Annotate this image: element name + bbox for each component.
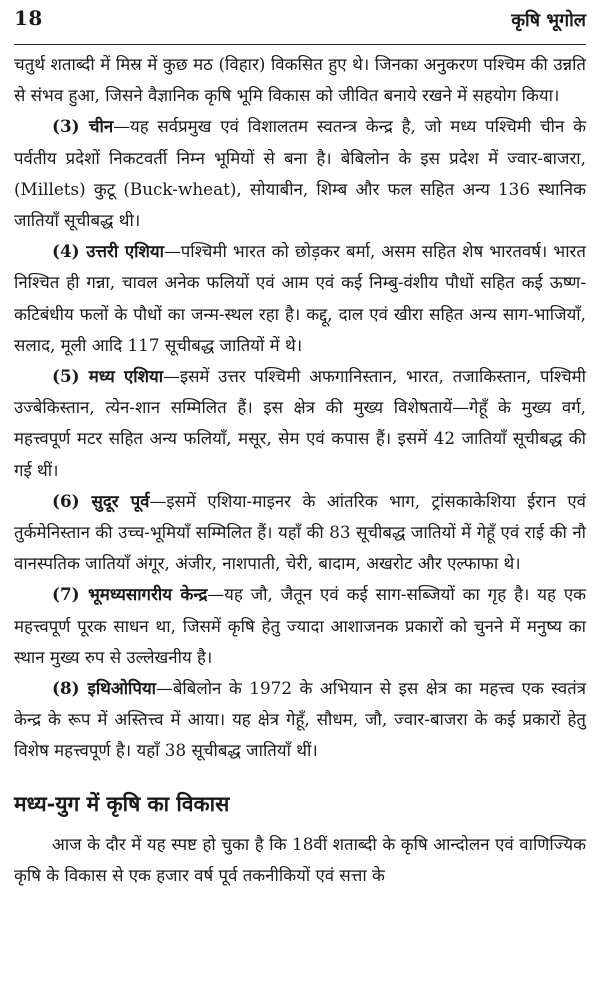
paragraph-term: (5) मध्य एशिया xyxy=(52,366,164,387)
paragraph-ethiopia xyxy=(14,673,586,767)
paragraph-text: —इसमें उत्तर पश्चिमी अफगानिस्तान, भारत, तजाकिस्तान, पश्चिमी उज्बेकिस्तान, त्येन-शान सम्मिलित हैं। इस क्षेत्र की मुख्य विशेषतायें—गेहूँ के मुख्य वर्ग, महत्त्वपूर्ण मटर सहित अन्य फलियाँ, मसूर, सेम एवं कपास हैं। इसमें 42 जातियाँ सूचीबद्ध की गई थीं। xyxy=(14,366,586,480)
paragraph-mediterranean xyxy=(14,579,586,673)
paragraph-north-asia xyxy=(14,236,586,361)
paragraph-section-start xyxy=(14,829,586,891)
paragraph-text: —यह जौ, जैतून एवं कई साग-सब्जियों का गृह है। यह एक महत्त्वपूर्ण पूरक साधन था, जिसमें कृषि हेतु ज्यादा आशाजनक प्रकारों को चुनने में मनुष्य का स्थान मुख्य रुप से उल्लेखनीय है। xyxy=(14,584,586,667)
running-head: कृषि भूगोल xyxy=(511,10,586,31)
paragraph-central-asia xyxy=(14,361,586,486)
paragraph-intro xyxy=(14,49,586,111)
body-text xyxy=(14,49,586,891)
paragraph-term: (8) इथिओपिया xyxy=(52,678,157,699)
section-heading: मध्य-युग में कृषि का विकास xyxy=(14,790,230,816)
paragraph-text: —पश्चिमी भारत को छोड़कर बर्मा, असम सहित शेष भारतवर्ष। भारत निश्चित ही गन्ना, चावल अनेक फलियों एवं आम एवं कई निम्बु-वंशीय पौधों सहित कई ऊष्ण-कटिबंधीय फलों के पौधों का जन्म-स्थल रहा है। कद्दू, दाल एवं खीरा सहित अन्य साग-भाजियाँ, सलाद, मूली आदि 117 सूचीबद्ध जातियों में थे। xyxy=(14,241,586,355)
page-number: 18 xyxy=(14,6,43,30)
paragraph-text: —बेबिलोन के 1972 के अभियान से इस क्षेत्र का महत्त्व एक स्वतंत्र केन्द्र के रूप में अस्तित्त्व में आया। यह क्षेत्र गेहूँ, सौधम, जौ, ज्वार-बाजरा के कई प्रकारों हेतु विशेष महत्त्वपूर्ण है। यहाँ 38 सूचीबद्ध जातियाँ थीं। xyxy=(14,678,586,761)
paragraph-term: (3) चीन xyxy=(52,116,114,137)
paragraph-text: आज के दौर में यह स्पष्ट हो चुका है कि 18वीं शताब्दी के कृषि आन्दोलन एवं वाणिज्यिक कृषि के विकास से एक हजार वर्ष पूर्व तकनीकियों एवं सत्ता के xyxy=(14,833,586,885)
paragraph-term: (4) उत्तरी एशिया xyxy=(52,241,164,262)
page-header xyxy=(14,0,586,45)
paragraph-china xyxy=(14,111,586,236)
paragraph-term: (7) भूमध्यसागरीय केन्द्र xyxy=(52,584,208,605)
paragraph-text: चतुर्थ शताब्दी में मिस्र में कुछ मठ (विहार) विकसित हुए थे। जिनका अनुकरण पश्चिम की उन्नति से संभव हुआ, जिसने वैज्ञानिक कृषि भूमि विकास को जीवित बनाये रखने में सहयोग किया। xyxy=(14,54,586,106)
paragraph-text: —यह सर्वप्रमुख एवं विशालतम स्वतन्त्र केन्द्र है, जो मध्य पश्चिमी चीन के पर्वतीय प्रदेशों निकटवर्ती निम्न भूमियों से बना है। बेबिलोन के इस प्रदेश में ज्वार-बाजरा,(Millets) कुटू (Buck-wheat), सोयाबीन, शिम्ब और फल सहित अन्य 136 स्थानिक जातियाँ सूचीबद्ध थी। xyxy=(14,116,586,231)
paragraph-far-east xyxy=(14,486,586,580)
paragraph-term: (6) सुदूर पूर्व xyxy=(52,490,150,511)
paragraph-text: —इसमें एशिया-माइनर के आंतरिक भाग, ट्रांसकाकेशिया ईरान एवं तुर्कमेनिस्तान की उच्च-भूमियाँ सम्मिलित हैं। यहाँ की 83 सूचीबद्ध जातियों में गेहूँ एवं राई की नौ वानस्पतिक जातियाँ अंगूर, अंजीर, नाशपाती, चेरी, बादाम, अखरोट और एल्फाफा थे। xyxy=(14,490,586,574)
